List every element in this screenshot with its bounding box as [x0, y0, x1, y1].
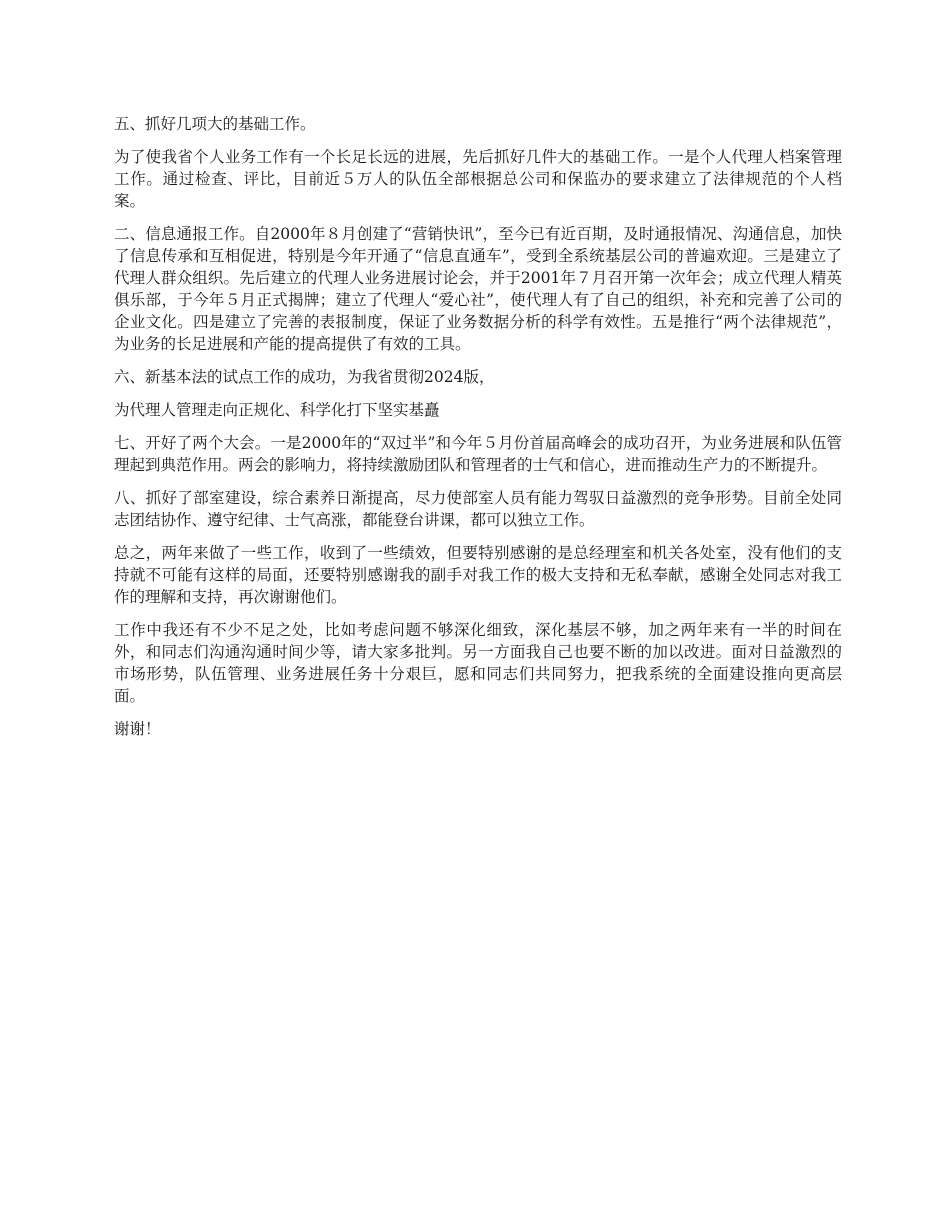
paragraph-closing: 谢谢！ — [114, 720, 161, 738]
paragraph-section-six: 六、新基本法的试点工作的成功，为我省贯彻2024版， — [114, 368, 495, 386]
paragraph-information-report: 二、信息通报工作。自2000年８月创建了“营销快讯”，至今已有近百期，及时通报情况、沟通信息，加快了信息传承和互相促进，特别是今年开通了“信息直通车”，受到全系统基层公司的普遍欢迎。三是建立了代理人群众组织。先后建立的代理人业务进展讨论会，并于2001年７月召开第一次年会；成立代理人精英俱乐部，于今年５月正式揭牌；建立了代理人“爱心社”，使代理人有了自己的组织，补充和完善了公司的企业文化。四是建立了完善的表报制度，保证了业务数据分析的科学有效性。五是推行“两个法律规范”，为业务的长足进展和产能的提高提供了有效的工具。 — [114, 225, 842, 353]
document-body — [114, 113, 842, 751]
paragraph-section-seven: 七、开好了两个大会。一是2000年的“双过半”和今年５月份首届高峰会的成功召开，为业务进展和队伍管理起到典范作用。两会的影响力，将持续激励团队和管理者的士气和信心，进而推动生产力的不断提升。 — [114, 434, 842, 474]
paragraph-shortcomings: 工作中我还有不少不足之处，比如考虑问题不够深化细致，深化基层不够，加之两年来有一半的时间在外，和同志们沟通沟通时间少等，请大家多批判。另一方面我自己也要不断的加以改进。面对日益激烈的市场形势，队伍管理、业务进展任务十分艰巨，愿和同志们共同努力，把我系统的全面建设推向更高层面。 — [114, 621, 842, 705]
paragraph-section-eight: 八、抓好了部室建设，综合素养日渐提高，尽力使部室人员有能力驾驭日益激烈的竞争形势。目前全处同志团结协作、遵守纪律、士气高涨，都能登台讲课，都可以独立工作。 — [114, 489, 842, 529]
paragraph-section-five-heading: 五、抓好几项大的基础工作。 — [114, 115, 316, 133]
paragraph-personal-archives: 为了使我省个人业务工作有一个长足长远的进展，先后抓好几件大的基础工作。一是个人代理人档案管理工作。通过检查、评比，目前近５万人的队伍全部根据总公司和保监办的要求建立了法律规范的个人档案。 — [114, 148, 842, 210]
paragraph-summary-thanks: 总之，两年来做了一些工作，收到了一些绩效，但要特别感谢的是总经理室和机关各处室，没有他们的支持就不可能有这样的局面，还要特别感谢我的副手对我工作的极大支持和无私奉献，感谢全处同志对我工作的理解和支持，再次谢谢他们。 — [114, 544, 842, 606]
paragraph-section-six-continued: 为代理人管理走向正规化、科学化打下坚实基矗 — [114, 401, 440, 419]
